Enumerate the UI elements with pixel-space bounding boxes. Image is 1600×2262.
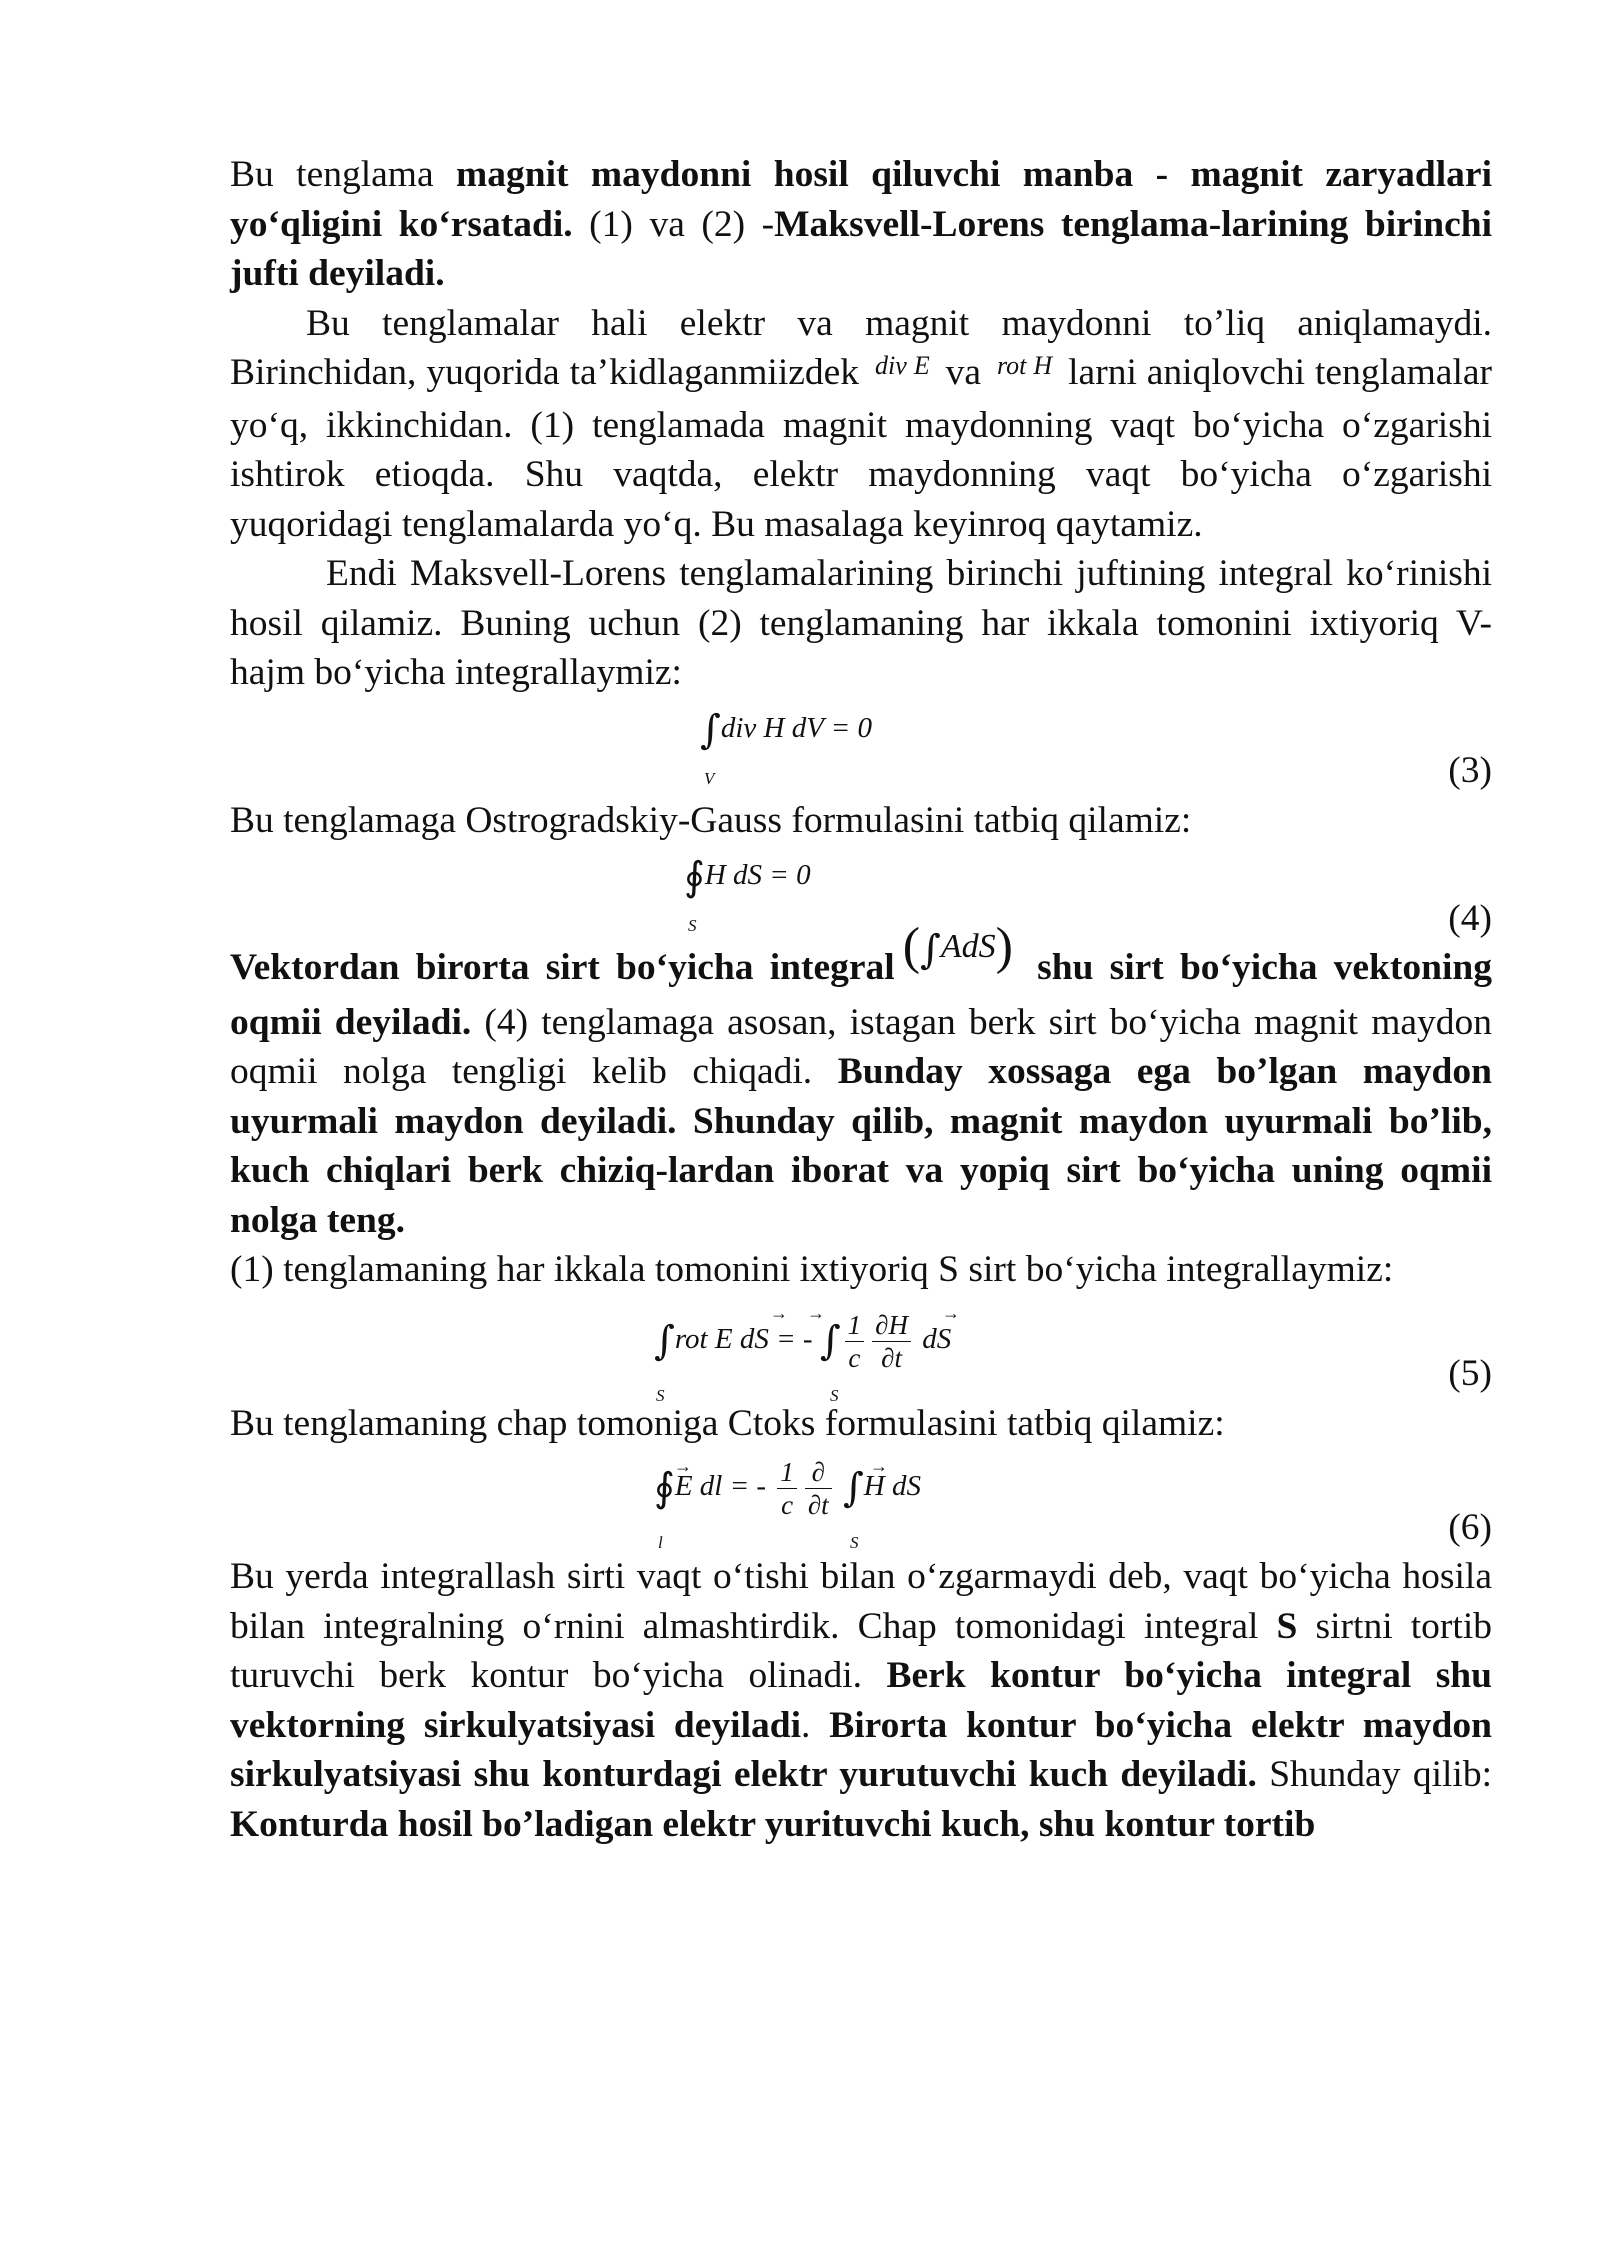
text-run: va bbox=[945, 352, 982, 393]
contour-integral-sign: ∮ bbox=[654, 1465, 675, 1512]
paragraph-5 bbox=[230, 918, 1493, 1245]
text-run: Bu tenglamaga Ostrogradskiy-Gauss formulasini tatbiq qilamiz: bbox=[230, 799, 1192, 841]
equation-number: (5) bbox=[1448, 1353, 1492, 1394]
paragraph-1 bbox=[230, 150, 1492, 299]
math-expression: AdS bbox=[940, 928, 996, 965]
equation-number: (6) bbox=[1448, 1506, 1492, 1548]
equation-expression: H dS = 0 bbox=[704, 859, 811, 891]
body-text bbox=[230, 150, 1492, 1849]
vector-arrow: → bbox=[807, 1302, 825, 1323]
text-run: Bu tenglama bbox=[230, 154, 456, 195]
fraction bbox=[872, 1309, 911, 1374]
paragraph-8 bbox=[230, 1552, 1492, 1849]
bold-run: Vektordan birorta sirt bo‘yicha integral bbox=[230, 947, 895, 988]
numerator: ∂H bbox=[872, 1309, 911, 1342]
text-run: Bu tenglamaning chap tomoniga Ctoks formulasini tatbiq qilamiz: bbox=[230, 1402, 1225, 1444]
denominator: ∂t bbox=[881, 1342, 902, 1373]
equation-expression: div H dV = 0 bbox=[720, 711, 872, 744]
bold-run: S bbox=[1276, 1605, 1298, 1647]
equation-expression: dS bbox=[922, 1322, 952, 1355]
paragraph-3 bbox=[230, 549, 1492, 698]
math-div-e: div E bbox=[875, 351, 930, 380]
equation-expression: rot E dS = - bbox=[674, 1322, 813, 1355]
equation-number: (4) bbox=[1448, 897, 1492, 939]
denominator: c bbox=[781, 1490, 794, 1520]
text-run: (4) tenglamaga asosan, istagan berk sirt bo‘yicha magnit maydon oqmii nolga tengligi kelib chiqadi. bbox=[230, 1001, 1493, 1092]
numerator: 1 bbox=[777, 1456, 797, 1489]
integral-subscript: S bbox=[688, 916, 697, 935]
integral-subscript: V bbox=[704, 768, 715, 788]
paren-close: ) bbox=[995, 918, 1013, 975]
fraction bbox=[805, 1456, 832, 1521]
denominator: ∂t bbox=[807, 1490, 829, 1520]
equation-6 bbox=[230, 1448, 1492, 1552]
text-run: larni aniqlovchi tenglamalar yo‘q, ikkinchidan. (1) tenglamada magnit maydonning vaqt bo‘yicha o‘zgarishi ishtirok etioqda. Shu vaqtda, elektr maydonning vaqt bo‘yicha o‘zgarishi yuqoridagi tenglamalarda yo‘q. Bu masalaga keyinroq qaytamiz. bbox=[230, 352, 1493, 545]
bold-run: Birorta kontur bo‘yicha elektr maydon sirkulyatsiyasi shu konturdagi elektr yurutuvchi kuch deyiladi. bbox=[230, 1704, 1492, 1795]
paren-open: ( bbox=[902, 918, 921, 975]
paragraph-2 bbox=[230, 299, 1492, 550]
equation-4 bbox=[230, 845, 1492, 943]
equation-3 bbox=[230, 698, 1492, 796]
math-vector-flux bbox=[902, 918, 1013, 976]
text-run: Bu tenglamalar hali elektr va magnit maydonni to’liq aniqlamaydi. Birinchidan, yuqorida ta’kidlaganmiizdek bbox=[230, 302, 1492, 393]
contour-integral-sign: ∮ bbox=[684, 854, 705, 900]
equation-number: (3) bbox=[1448, 750, 1492, 791]
bold-run: Konturda hosil bo’ladigan elektr yurituvchi kuch, shu kontur tortib bbox=[230, 1803, 1316, 1845]
bold-run: Bunday xossaga ega bo’lgan maydon uyurmali maydon deyiladi. Shunday qilib, magnit maydon uyurmali bo’lib, kuch chiqlari berk chiziq-lardan iborat va yopiq sirt bo‘yicha uning oqmii nolga teng. bbox=[230, 1051, 1492, 1241]
paragraph-4 bbox=[230, 796, 1492, 846]
text-run: Shunday qilib: bbox=[1256, 1754, 1492, 1795]
bold-run: Maksvell-Lorens tenglama-larining birinchi jufti deyiladi. bbox=[230, 203, 1492, 294]
equation-body bbox=[700, 704, 872, 756]
math-rot-h: rot H bbox=[996, 351, 1053, 380]
integral-sign: ∫ bbox=[842, 1465, 864, 1512]
text-run: sirtni tortib turuvchi berk kontur bo‘yicha olinadi. bbox=[230, 1605, 1492, 1696]
bold-run: magnit maydonni hosil qiluvchi manba - magnit zaryadlari yo‘qligini ko‘rsatadi. bbox=[230, 154, 1492, 245]
equation-5 bbox=[230, 1295, 1492, 1405]
equation-body bbox=[684, 851, 811, 903]
numerator: ∂ bbox=[805, 1456, 832, 1489]
fraction bbox=[777, 1456, 797, 1521]
integral-subscript: S bbox=[850, 1533, 859, 1552]
vector-arrow: → bbox=[942, 1302, 960, 1323]
numerator: 1 bbox=[845, 1309, 865, 1342]
text-run: (1) va (2) - bbox=[572, 203, 775, 245]
integral-sign: ∫ bbox=[654, 1317, 675, 1364]
equation-body bbox=[654, 1456, 921, 1521]
vector-arrow: → bbox=[674, 1456, 692, 1476]
paragraph-6 bbox=[230, 1245, 1492, 1295]
vector-arrow: → bbox=[770, 1302, 788, 1323]
integral-subscript: S bbox=[656, 1385, 665, 1405]
integral-subscript: l bbox=[658, 1533, 663, 1552]
text-run: Endi Maksvell-Lorens tenglamalarining birinchi juftining integral ko‘rinishi hosil qilamiz. Buning uchun (2) tenglamaning har ikkala tomonini ixtiyoriq V- hajm bo‘yicha integrallaymiz: bbox=[230, 553, 1492, 693]
equation-body bbox=[654, 1309, 951, 1374]
text-run: (1) tenglamaning har ikkala tomonini ixtiyoriq S sirt bo‘yicha integrallaymiz: bbox=[230, 1249, 1394, 1290]
equation-expression: E dl = - bbox=[674, 1470, 767, 1503]
text-run: . bbox=[801, 1704, 830, 1746]
paragraph-7 bbox=[230, 1399, 1492, 1449]
equation-expression: H dS bbox=[863, 1470, 921, 1503]
bold-run: shu sirt bo‘yicha vektoning oqmii deyiladi. bbox=[230, 947, 1492, 1043]
fraction bbox=[845, 1309, 865, 1374]
denominator: c bbox=[848, 1342, 861, 1373]
text-run: Bu yerda integrallash sirti vaqt o‘tishi bilan o‘zgarmaydi deb, vaqt bo‘yicha hosila bilan integralning o‘rnini almashtirdik. Chap tomonidagi integral bbox=[230, 1556, 1492, 1647]
integral-subscript: S bbox=[830, 1385, 839, 1405]
integral-sign: ∫ bbox=[920, 927, 941, 973]
integral-sign: ∫ bbox=[700, 706, 721, 753]
vector-arrow: → bbox=[870, 1456, 888, 1476]
integral-sign: ∫ bbox=[819, 1317, 841, 1364]
bold-run: Berk kontur bo‘yicha integral shu vektorning sirkulyatsiyasi deyiladi bbox=[230, 1655, 1492, 1746]
